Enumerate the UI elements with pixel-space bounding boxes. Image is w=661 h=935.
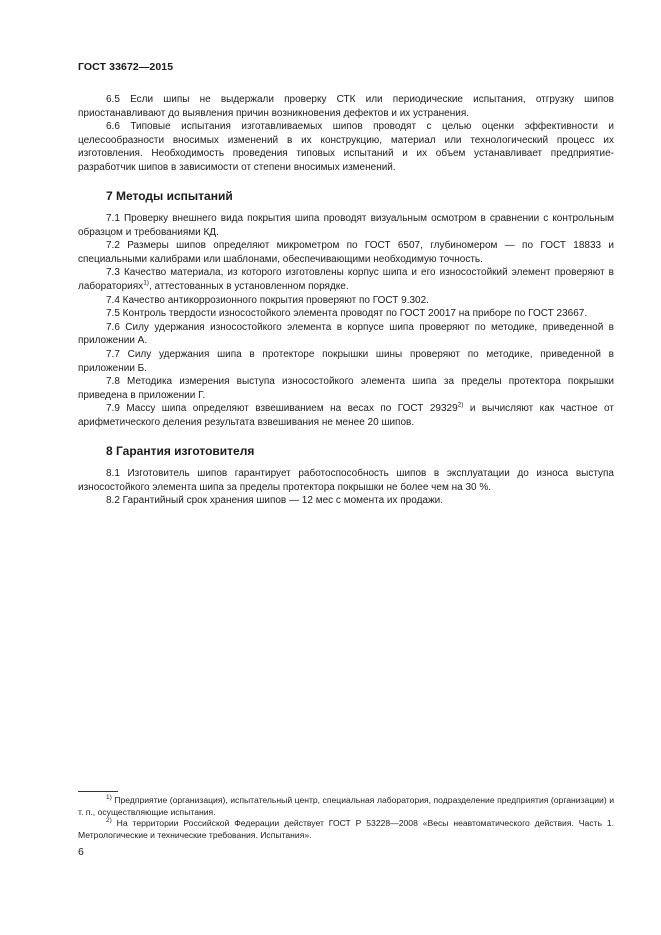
footnotes: [78, 795, 614, 841]
paragraph-7-9-text-a: 7.9 Массу шипа определяют взвешиванием на весах по ГОСТ 29329: [106, 403, 458, 415]
footnote-1-text: Предприятие (организация), испытательный центр, специальная лаборатория, подразделение предприятия (организации) и т. п., осуществляющие испытания.: [78, 795, 614, 817]
document-code-header: ГОСТ 33672—2015: [78, 61, 174, 73]
footnote-1: [78, 795, 614, 818]
paragraph-7-8: 7.8 Методика измерения выступа износостойкого элемента шипа за пределы протектора покрышки приведена в приложении Г.: [78, 376, 614, 401]
section-7-heading: 7 Методы испытаний: [106, 189, 233, 203]
page-number: 6: [78, 846, 84, 858]
paragraph-7-7: 7.7 Силу удержания шипа в протекторе покрышки шины проверяют по методике, приведенной в приложении Б.: [78, 348, 614, 374]
footnote-ref-1: 1): [143, 279, 149, 287]
footnote-2: [78, 818, 614, 841]
section-8-heading: 8 Гарантия изготовителя: [106, 444, 255, 458]
footnote-2-marker: 2): [106, 817, 112, 825]
footnote-2-text: На территории Российской Федерации действует ГОСТ Р 53228—2008 «Весы неавтоматического действия. Часть 1. Метрологические и технические требования. Испытания».: [78, 818, 614, 840]
paragraph-7-3: [78, 266, 614, 293]
section-6-continuation: [78, 93, 614, 175]
footnote-1-marker: 1): [106, 794, 112, 802]
paragraph-7-5: 7.5 Контроль твердости износостойкого элемента проводят по ГОСТ 20017 на приборе по ГОСТ 23667.: [106, 308, 588, 320]
paragraph-8-2: 8.2 Гарантийный срок хранения шипов — 12 мес с момента их продажи.: [106, 495, 444, 507]
paragraph-7-3-text-a: 7.3 Качество материала, из которого изготовлены корпус шипа и его износостойкий элемент проверяют в лабораториях: [78, 267, 614, 292]
paragraph-7-9-text-b: и вычисляют как частное от арифметического деления результата взвешивания не менее 20 шипов.: [78, 403, 614, 428]
paragraph-7-2: 7.2 Размеры шипов определяют микрометром по ГОСТ 6507, глубиномером — по ГОСТ 18833 и специальными калибрами или шаблонами, обеспечивающими необходимую точность.: [78, 240, 614, 265]
footnote-ref-2: 2): [457, 401, 464, 409]
paragraph-7-1: 7.1 Проверку внешнего вида покрытия шипа проводят визуальным осмотром в сравнении с контрольным образцом и требованиями КД.: [78, 213, 614, 238]
paragraph-7-3-text-b: , аттестованных в установленном порядке.: [148, 280, 349, 292]
paragraph-6-5: 6.5 Если шипы не выдержали проверку СТК или периодические испытания, отгрузку шипов приостанавливают до выявления причин возникновения дефектов и их устранения.: [78, 94, 614, 119]
section-7-body: [78, 212, 614, 430]
paragraph-6-6: 6.6 Типовые испытания изготавливаемых шипов проводят с целью оценки эффективности и целесообразности вносимых изменений в их конструкцию, материал или технологический процесс их изготовления. Необходимость проведения типовых испытаний и их объем устанавливает предприятие-разработчик шипов в зависимости от степени вносимых изменений.: [78, 121, 614, 173]
section-8-body: [78, 467, 614, 508]
paragraph-8-1: 8.1 Изготовитель шипов гарантирует работоспособность шипов в эксплуатации до износа выступа износостойкого элемента шипа за пределы протектора покрышки не более чем на 30 %.: [78, 468, 614, 493]
paragraph-7-6: 7.6 Силу удержания износостойкого элемента в корпусе шипа проверяют по методике, приведенной в приложении А.: [78, 321, 614, 347]
footnote-divider: [78, 791, 118, 792]
paragraph-7-9: [78, 402, 614, 429]
paragraph-7-4: 7.4 Качество антикоррозионного покрытия проверяют по ГОСТ 9.302.: [106, 294, 429, 306]
